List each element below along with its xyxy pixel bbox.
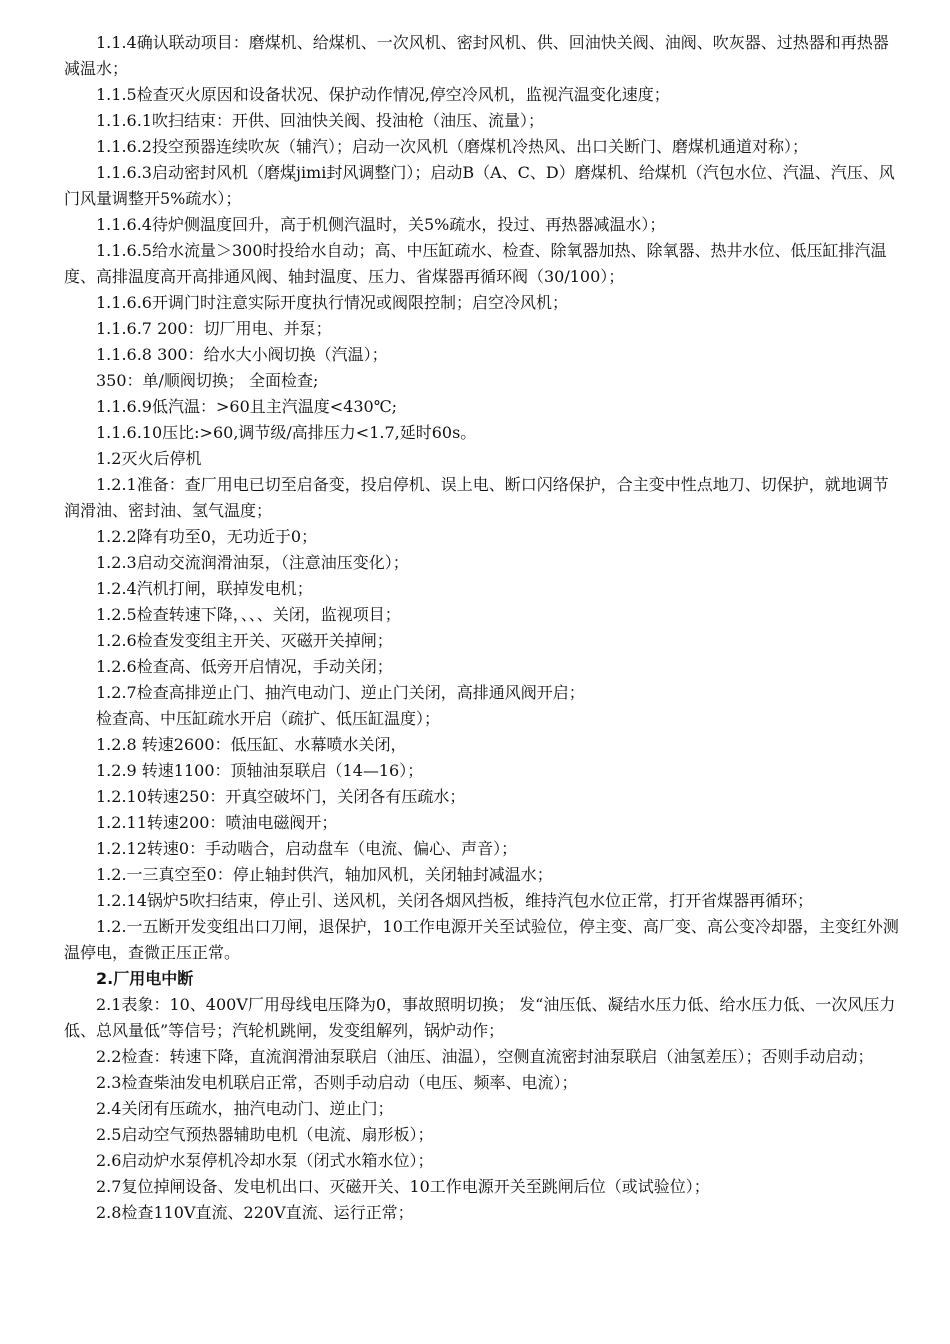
paragraph: 1.2.2降有功至0，无功近于0； [96,527,318,546]
paragraph: 1.2.10转速250：开真空破坏门，关闭各有压疏水； [96,787,466,806]
paragraph: 1.1.6.8 300：给水大小阀切换（汽温）； [96,345,388,364]
paragraph: 1.2.一五断开发变组出口刀闸，退保护，10工作电源开关至试验位，停主变、高厂变、高公变冷却器，主变红外测温停电，查微正压正常。 [64,917,899,962]
paragraph: 1.1.6.6开调门时注意实际开度执行情况或阀限控制；启空冷风机； [96,293,568,312]
paragraph: 检查高、中压缸疏水开启（疏扩、低压缸温度）； [96,709,441,728]
paragraph: 1.1.6.7 200：切厂用电、并泵； [96,319,332,338]
document-body [64,30,900,1226]
paragraph: 2.7复位掉闸设备、发电机出口、灭磁开关、10工作电源开关至跳闸后位（或试验位）； [96,1177,710,1196]
paragraph: 1.2.9 转速1100：顶轴油泵联启（14—16）； [96,761,424,780]
paragraph: 1.2.6检查高、低旁开启情况，手动关闭； [96,657,393,676]
section-heading: 2.厂用电中断 [96,969,194,988]
paragraph: 350：单/顺阀切换； 全面检查; [96,371,319,390]
paragraph: 1.2.6检查发变组主开关、灭磁开关掉闸； [96,631,393,650]
paragraph: 1.2灭火后停机 [96,449,202,468]
paragraph: 1.1.4确认联动项目：磨煤机、给煤机、一次风机、密封风机、供、回油快关阀、油阀、吹灰器、过热器和再热器减温水； [64,33,889,78]
paragraph: 1.1.6.3启动密封风机（磨煤jimi封风调整门）；启动B（A、C、D）磨煤机、给煤机（汽包水位、汽温、汽压、风门风量调整开5%疏水）； [64,163,895,208]
paragraph: 1.2.7检查高排逆止门、抽汽电动门、逆止门关闭，高排通风阀开启； [96,683,585,702]
paragraph: 1.2.1准备：查厂用电已切至启备变，投启停机、误上电、断口闪络保护，合主变中性点地刀、切保护，就地调节润滑油、密封油、氢气温度； [64,475,889,520]
paragraph: 1.2.一三真空至0：停止轴封供汽，轴加风机，关闭轴封减温水； [96,865,553,884]
paragraph: 1.1.6.10压比:>60,调节级/高排压力<1.7,延时60s。 [96,423,477,442]
paragraph: 1.2.5检查转速下降，、、、关闭，监视项目； [96,605,401,624]
paragraph: 2.1表象：10、400V厂用母线电压降为0，事故照明切换； 发“油压低、凝结水压力低、给水压力低、一次风压力低、总风量低”等信号；汽轮机跳闸，发变组解列，锅炉动作； [64,995,896,1040]
paragraph: 1.1.6.9低汽温：>60且主汽温度<430℃; [96,397,397,416]
paragraph: 1.1.6.1吹扫结束：开供、回油快关阀、投油枪（油压、流量）； [96,111,544,130]
paragraph: 2.2检查：转速下降，直流润滑油泵联启（油压、油温），空侧直流密封油泵联启（油氢差压）；否则手动启动； [96,1047,874,1066]
paragraph: 1.1.6.2投空预器连续吹灰（辅汽）；启动一次风机（磨煤机冷热风、出口关断门、磨煤机通道对称）； [96,137,808,156]
paragraph: 1.2.8 转速2600：低压缸、水幕喷水关闭， [96,735,407,754]
paragraph: 2.4关闭有压疏水，抽汽电动门、逆止门； [96,1099,394,1118]
paragraph: 1.1.5检查灭火原因和设备状况、保护动作情况,停空冷风机，监视汽温变化速度； [96,85,670,104]
paragraph: 1.2.3启动交流润滑油泵，（注意油压变化）； [96,553,409,572]
paragraph: 1.1.6.4待炉侧温度回升，高于机侧汽温时，关5%疏水，投过、再热器减温水）； [96,215,666,234]
paragraph: 2.8检查110V直流、220V直流、运行正常； [96,1203,414,1222]
paragraph: 2.3检查柴油发电机联启正常，否则手动启动（电压、频率、电流）； [96,1073,578,1092]
paragraph: 1.2.11转速200：喷油电磁阀开； [96,813,338,832]
paragraph: 1.1.6.5给水流量＞300时投给水自动；高、中压缸疏水、检查、除氧器加热、除氧器、热井水位、低压缸排汽温度、高排温度高开高排通风阀、轴封温度、压力、省煤器再循环阀（30/100）； [64,241,887,286]
paragraph: 2.5启动空气预热器辅助电机（电流、扇形板）； [96,1125,434,1144]
paragraph: 1.2.4汽机打闸，联掉发电机； [96,579,313,598]
paragraph: 2.6启动炉水泵停机冷却水泵（闭式水箱水位）； [96,1151,434,1170]
paragraph: 1.2.12转速0：手动啮合，启动盘车（电流、偏心、声音）； [96,839,518,858]
paragraph: 1.2.14锅炉5吹扫结束，停止引、送风机，关闭各烟风挡板，维持汽包水位正常，打开省煤器再循环； [96,891,814,910]
